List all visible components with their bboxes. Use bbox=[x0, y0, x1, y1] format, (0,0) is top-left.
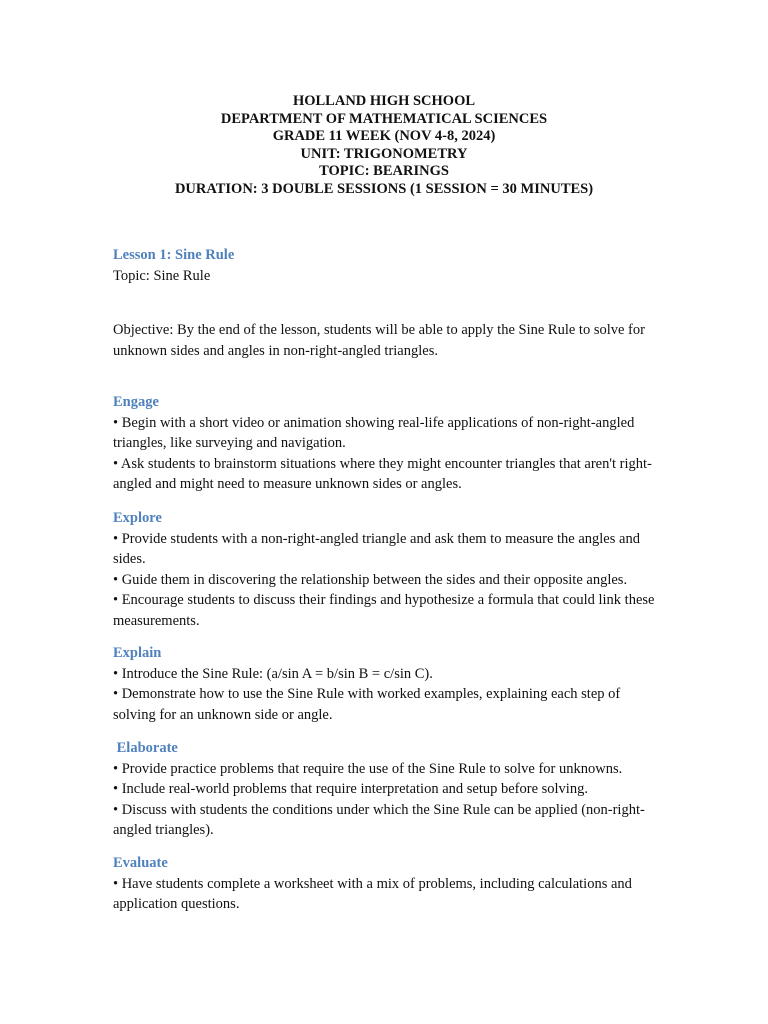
list-item: • Provide practice problems that require the use of the Sine Rule to solve for unknowns. bbox=[113, 760, 623, 777]
engage-heading: Engage bbox=[113, 394, 159, 410]
section-engage bbox=[113, 392, 663, 495]
section-explore bbox=[113, 508, 663, 632]
school-name: HOLLAND HIGH SCHOOL bbox=[292, 93, 476, 109]
section-explain bbox=[113, 643, 663, 725]
section-evaluate bbox=[113, 853, 663, 915]
duration-line: DURATION: 3 DOUBLE SESSIONS (1 SESSION = 30 MINUTES) bbox=[174, 180, 594, 197]
lesson-intro bbox=[113, 245, 663, 286]
department-name: DEPARTMENT OF MATHEMATICAL SCIENCES bbox=[220, 110, 548, 127]
evaluate-heading: Evaluate bbox=[113, 855, 168, 871]
list-item: • Provide students with a non-right-angled triangle and ask them to measure the angles and sides. bbox=[113, 530, 640, 568]
section-elaborate bbox=[113, 738, 663, 841]
list-item: • Have students complete a worksheet with a mix of problems, including calculations and application questions. bbox=[113, 875, 632, 913]
list-item: • Guide them in discovering the relationship between the sides and their opposite angles. bbox=[113, 571, 628, 588]
list-item: • Encourage students to discuss their findings and hypothesize a formula that could link these measurements. bbox=[113, 592, 655, 629]
objective-text: Objective: By the end of the lesson, students will be able to apply the Sine Rule to solve for unknown sides and angles in non-right-angled triangles. bbox=[113, 322, 645, 359]
list-item: • Introduce the Sine Rule: (a/sin A = b/sin B = c/sin C). bbox=[113, 665, 433, 682]
lesson-topic: Topic: Sine Rule bbox=[113, 267, 211, 284]
lesson-objective bbox=[113, 320, 663, 361]
topic-line: TOPIC: BEARINGS bbox=[319, 163, 449, 180]
list-item: • Demonstrate how to use the Sine Rule with worked examples, explaining each step of solving for an unknown side or angle. bbox=[113, 686, 621, 723]
lesson-title: Lesson 1: Sine Rule bbox=[113, 247, 235, 263]
list-item: • Include real-world problems that require interpretation and setup before solving. bbox=[113, 781, 588, 798]
unit-line: UNIT: TRIGONOMETRY bbox=[300, 145, 468, 162]
explore-heading: Explore bbox=[113, 510, 162, 526]
list-item: • Ask students to brainstorm situations where they might encounter triangles that aren't right-angled and might need to measure unknown sides or angles. bbox=[113, 455, 652, 493]
list-item: • Discuss with students the conditions under which the Sine Rule can be applied (non-right-angled triangles). bbox=[113, 801, 645, 839]
grade-week: GRADE 11 WEEK (NOV 4-8, 2024) bbox=[272, 128, 496, 145]
document-header bbox=[0, 93, 768, 199]
list-item: • Begin with a short video or animation showing real-life applications of non-right-angled triangles, like surveying and navigation. bbox=[113, 414, 635, 452]
explain-heading: Explain bbox=[113, 645, 162, 661]
elaborate-heading: Elaborate bbox=[113, 740, 178, 756]
